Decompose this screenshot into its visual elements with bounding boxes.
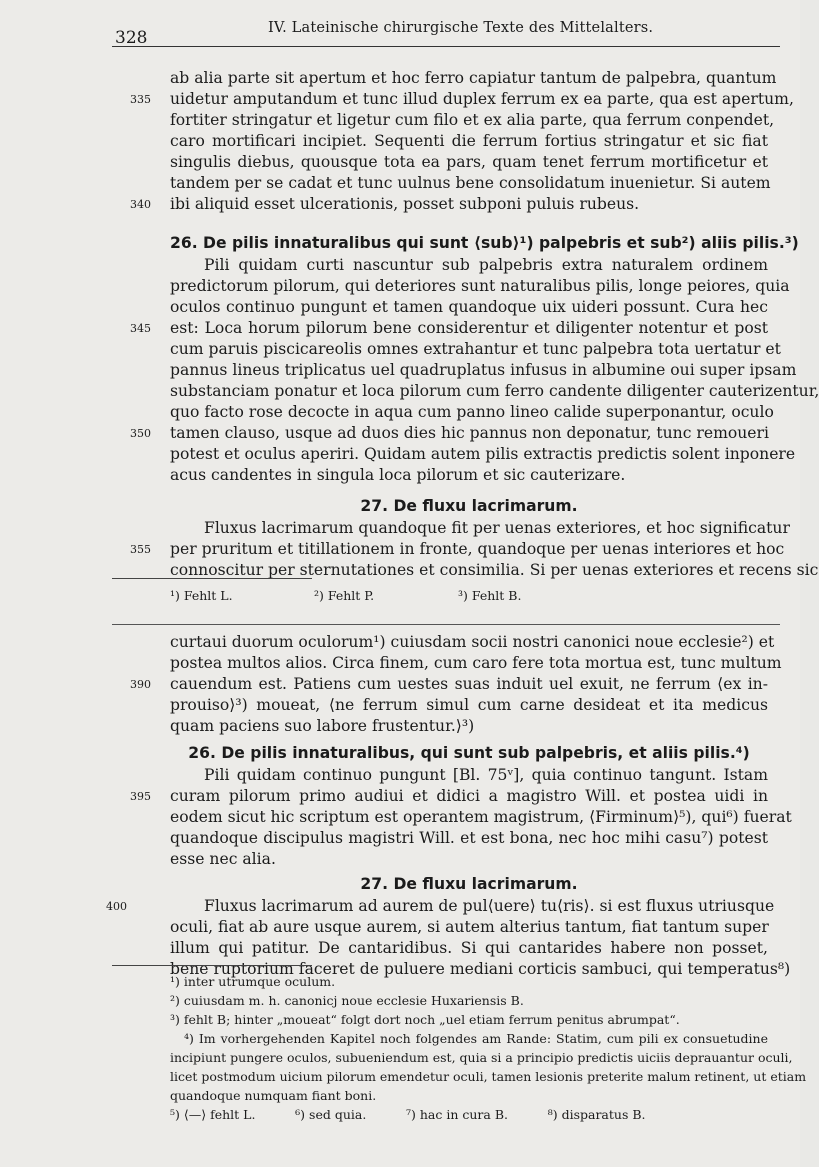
text-line: oculi, fiat ab aure usque aurem, si autem alterius tantum, fiat tantum super: [170, 918, 769, 936]
section-heading: 27. De fluxu lacrimarum.: [360, 875, 578, 893]
section-heading: 26. De pilis innaturalibus, qui sunt sub palpebris, et aliis pilis.⁴): [188, 744, 750, 762]
line-number: 395: [130, 790, 151, 803]
lower-footnotes: [170, 972, 807, 1124]
text-line: ab alia parte sit apertum et hoc ferro capiatur tantum de palpebra, quantum: [170, 69, 777, 87]
line-number: 340: [130, 198, 151, 211]
text-line: singulis diebus, quousque tota ea pars, quam tenet ferrum mortificetur et: [170, 153, 768, 171]
text-line: pannus lineus triplicatus uel quadruplatus infusus in albumine oui super ipsam: [170, 361, 797, 379]
text-line: 350 tamen clauso, usque ad duos dies hic pannus non deponatur, tunc remoueri: [130, 424, 769, 442]
text-line: 345 est: Loca horum pilorum bene considerentur et diligenter notentur et post: [130, 319, 768, 337]
section-heading: 26. De pilis innaturalibus qui sunt ⟨sub⟩¹) palpebris et sub²) aliis pilis.³): [170, 234, 799, 252]
text-line: 395 curam pilorum primo audiui et didici a magistro Will. et postea uidi in: [130, 787, 768, 805]
header-rule: [112, 46, 780, 47]
text-line: predictorum pilorum, qui deteriores sunt naturalibus pilis, longe peiores, quia: [170, 277, 790, 295]
text-line: esse nec alia.: [170, 850, 276, 868]
text-line: Fluxus lacrimarum quandoque fit per uenas exteriores, et hoc significatur: [204, 519, 790, 537]
text-line: Pili quidam curti nascuntur sub palpebris extra naturalem ordinem: [204, 256, 768, 274]
footnote: ¹) Fehlt L.: [170, 588, 233, 603]
text-line: prouiso⟩³) moueat, ⟨ne ferrum simul cum carne desideat et ita medicus: [170, 696, 768, 714]
footnote: ³) Fehlt B.: [457, 588, 522, 603]
section-heading: 27. De fluxu lacrimarum.: [360, 497, 578, 515]
footnote: ³) fehlt B; hinter „moueat“ folgt dort noch „uel etiam ferrum penitus abrumpat“.: [170, 1012, 680, 1027]
text-line: oculos continuo pungunt et tamen quandoque uix uideri possunt. Cura hec: [170, 298, 768, 316]
footnote: ²) Fehlt P.: [313, 588, 375, 603]
footnote-rule: [112, 578, 312, 579]
running-title: IV. Lateinische chirurgische Texte des Mittelalters.: [268, 20, 654, 36]
text-line: curtaui duorum oculorum¹) cuiusdam socii nostri canonici noue ecclesie²) et: [170, 633, 775, 651]
footnote: ⁵) ⟨—⟩ fehlt L. ⁶) sed quia. ⁷) hac in cura B. ⁸) disparatus B.: [170, 1107, 646, 1122]
text-line: 390 cauendum est. Patiens cum uestes suas induit uel exuit, ne ferrum ⟨ex in-: [130, 675, 768, 693]
line-number: 335: [130, 93, 151, 106]
text-line: quo facto rose decocte in aqua cum panno lineo calide superponantur, oculo: [170, 403, 774, 421]
text-line: illum qui patitur. De cantaridibus. Si qui cantarides habere non posset,: [170, 939, 768, 957]
text-line: 335 uidetur amputandum et tunc illud duplex ferrum ex ea parte, qua est apertum,: [130, 90, 794, 108]
section-divider-rule: [112, 624, 780, 625]
text-line: caro mortificari incipiet. Sequenti die ferrum fortius stringatur et sic fiat: [170, 132, 768, 150]
footnote: licet postmodum uicium pilorum emendetur oculi, tamen lesionis preterite malum retinent, ut etiam: [170, 1069, 807, 1084]
text-line: 340 ibi aliquid esset ulcerationis, posset subponi puluis rubeus.: [130, 195, 640, 213]
footnote: ¹) inter utrumque oculum.: [170, 974, 336, 989]
upper-text-block: [130, 68, 819, 581]
lower-text-block: [106, 632, 792, 980]
line-number: 345: [130, 322, 151, 335]
text-line: Pili quidam continuo pungunt [Bl. 75ᵛ], quia continuo tangunt. Istam: [204, 766, 768, 784]
page-number: 328: [115, 28, 148, 48]
text-line: substanciam ponatur et loca pilorum cum ferro candente diligenter cauterizentur,: [170, 382, 819, 400]
footnote: incipiunt pungere oculos, subueniendum est, quia si a principio predictis uiciis deprauantur oculi,: [170, 1050, 793, 1065]
footnote-rule: [112, 965, 312, 966]
text-line: quandoque discipulus magistri Will. et est bona, nec hoc mihi casu⁷) potest: [170, 829, 768, 847]
text-line: bene ruptorium faceret de puluere mediani corticis sambuci, qui temperatus⁸): [170, 960, 791, 978]
text-line: 355 per pruritum et titillationem in fronte, quandoque per uenas interiores et hoc: [130, 540, 785, 558]
text-line: connoscitur per sternutationes et consimilia. Si per uenas exteriores et recens sic: [170, 561, 819, 579]
footnote: ²) cuiusdam m. h. canonicj noue ecclesie Huxariensis B.: [170, 993, 524, 1008]
text-line: postea multos alios. Circa finem, cum caro fere tota mortua est, tunc multum: [170, 654, 782, 672]
text-line: cum paruis piscicareolis omnes extrahantur et tunc palpebra tota uertatur et: [170, 340, 781, 358]
line-number: 390: [130, 678, 151, 691]
upper-footnotes: [170, 588, 590, 603]
footnote: quandoque numquam fiant boni.: [170, 1088, 377, 1103]
text-line: fortiter stringatur et ligetur cum filo et ex alia parte, qua ferrum conpendet,: [170, 111, 775, 129]
text-line: acus candentes in singula loca pilorum et sic cauterizare.: [170, 466, 626, 484]
text-line: 400 Fluxus lacrimarum ad aurem de pul⟨uere⟩ tu⟨ris⟩. si est fluxus utriusque: [106, 897, 775, 915]
footnote: ⁴) Im vorhergehenden Kapitel noch folgendes am Rande: Statim, cum pili ex consuetudine: [184, 1031, 768, 1046]
text-line: potest et oculus aperiri. Quidam autem pilis extractis predictis solent inponere: [170, 445, 796, 463]
line-number: 350: [130, 427, 151, 440]
text-line: quam paciens suo labore frustentur.⟩³): [170, 717, 475, 735]
text-line: eodem sicut hic scriptum est operantem magistrum, ⟨Firminum⟩⁵), qui⁶) fuerat: [170, 808, 792, 826]
line-number: 400: [106, 900, 127, 913]
line-number: 355: [130, 543, 151, 556]
text-line: tandem per se cadat et tunc uulnus bene consolidatum inuenietur. Si autem: [170, 174, 771, 192]
